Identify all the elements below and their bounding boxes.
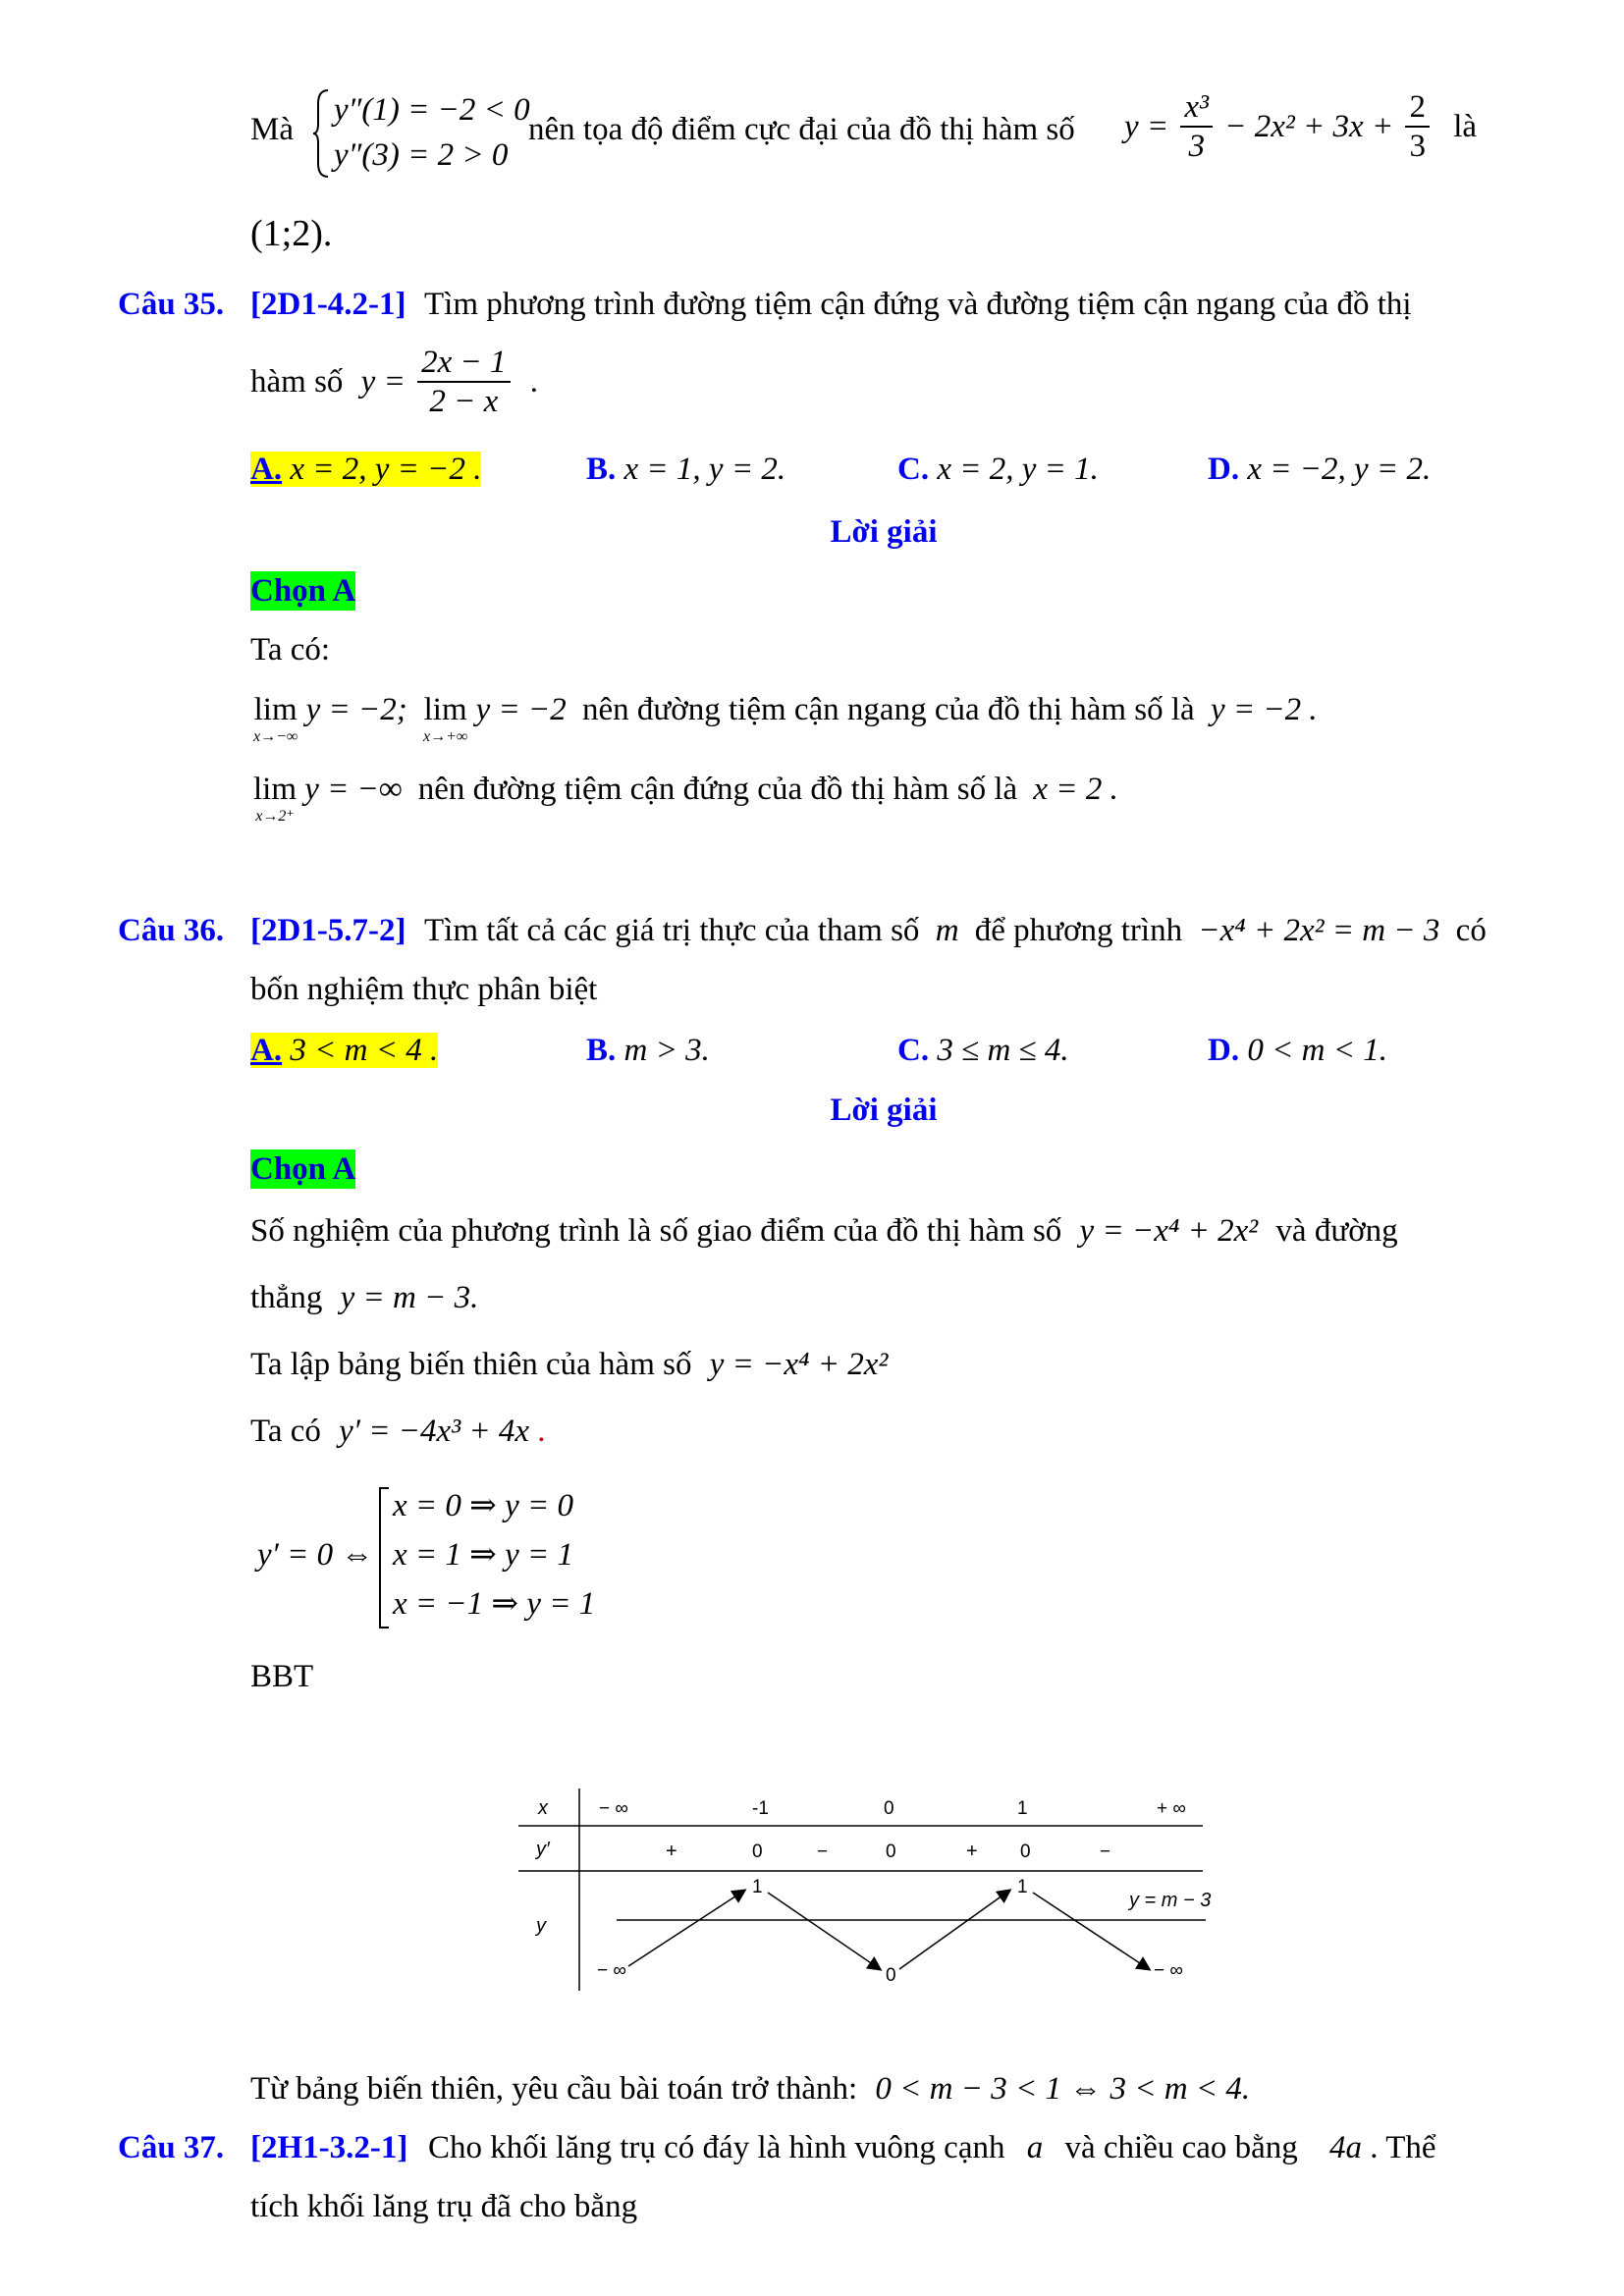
q35-choice-b-value: x = 1, y = 2. — [623, 452, 786, 487]
q35-lim-2-expr: y = −2 — [475, 692, 567, 727]
q36-sol-1b: y = −x⁴ + 2x² — [1079, 1213, 1259, 1249]
table-yp-val-7: − — [1100, 1842, 1111, 1862]
q36-sol-line-2 — [250, 1278, 478, 1317]
q34-sys-line-2: y″(3) = 2 > 0 — [334, 137, 509, 173]
q35-label: Câu 35. — [118, 287, 225, 322]
table-row-yp-label: y′ — [536, 1839, 550, 1860]
q37-text-1c: . Thể — [1370, 2130, 1436, 2165]
q37-code: [2H1-3.2-1] — [250, 2130, 408, 2165]
q34-func-mid: − 2x² + 3x + — [1224, 109, 1394, 144]
q36-sol-1c: và đường — [1275, 1213, 1398, 1249]
q34-frac1-num: x³ — [1180, 88, 1213, 128]
q36-choice-b-value: m > 3. — [623, 1033, 710, 1068]
q36-sys-lhs: y′ = 0 ⇔ — [257, 1537, 374, 1573]
q37-text-1a: Cho khối lăng trụ có đáy là hình vuông cạnh — [428, 2130, 1005, 2165]
q36-choice-a[interactable] — [250, 1031, 438, 1070]
table-yp-val-2: 0 — [752, 1842, 763, 1862]
q36-param: m — [935, 913, 959, 948]
table-yp-val-4: 0 — [886, 1842, 896, 1862]
table-y-val-1: − ∞ — [597, 1960, 626, 1981]
q36-text-1a: Tìm tất cả các giá trị thực của tham số — [424, 913, 920, 948]
q35-line-2 — [253, 770, 1118, 825]
q35-lim-1 — [253, 690, 298, 745]
table-yp-val-1: + — [666, 1841, 677, 1862]
q36-sol-1a: Số nghiệm của phương trình là số giao điểm của đồ thị hàm số — [250, 1213, 1062, 1249]
table-row-y-label: y — [536, 1915, 546, 1937]
q35-lim-3-sub: x→2⁺ — [255, 808, 295, 825]
q36-sys-line-3: x = −1 ⇒ y = 1 — [393, 1586, 596, 1622]
table-y-val-2: 1 — [752, 1877, 763, 1897]
variation-table — [501, 1785, 1227, 2001]
q37-var-a: a — [1026, 2130, 1044, 2165]
q34-frac2-num: 2 — [1405, 88, 1430, 128]
q36-choice-d-label: D. — [1208, 1033, 1240, 1068]
left-brace-icon — [312, 86, 330, 181]
table-yp-val-6: 0 — [1020, 1842, 1031, 1862]
table-y-val-3: 0 — [886, 1965, 896, 1986]
q36-choice-b[interactable] — [586, 1031, 710, 1070]
table-x-val-5: + ∞ — [1157, 1798, 1186, 1819]
q35-chosen-badge: Chọn A — [250, 573, 356, 609]
q35-tail: . — [529, 364, 539, 400]
table-y-val-4: 1 — [1017, 1877, 1028, 1897]
q35-choice-a-label: A. — [250, 452, 283, 487]
table-x-val-1: − ∞ — [599, 1798, 628, 1819]
q35-lim-2-sub: x→+∞ — [423, 728, 468, 745]
q36-choice-c-label: C. — [897, 1033, 930, 1068]
q34-sys-line-1: y″(1) = −2 < 0 — [334, 92, 530, 128]
q35-choice-d[interactable] — [1208, 450, 1431, 489]
q35-lim-1-expr: y = −2; — [305, 692, 407, 727]
q36-sol-3b: y = −x⁴ + 2x² — [709, 1347, 889, 1382]
q36-choice-a-highlight — [250, 1033, 438, 1068]
q35-func-lhs: y = — [360, 364, 406, 400]
q35-choice-a-value: x = 2, y = −2 . — [290, 452, 482, 487]
q35-choice-b-label: B. — [586, 452, 617, 487]
q35-lim-1-word: lim — [253, 692, 298, 727]
q35-choice-a[interactable] — [250, 450, 481, 489]
q35-choice-b[interactable] — [586, 450, 785, 489]
q35-code: [2D1-4.2-1] — [250, 287, 406, 322]
q34-frac2-den: 3 — [1409, 129, 1426, 164]
q36-sol-4a: Ta có — [250, 1414, 321, 1449]
q35-lim-3-word: lim — [253, 772, 298, 807]
q35-choice-c[interactable] — [897, 450, 1099, 489]
q36-label: Câu 36. — [118, 913, 225, 948]
q35-frac-den: 2 − x — [429, 384, 499, 419]
q34-suffix: là — [1453, 109, 1478, 144]
q35-lim-2-word: lim — [423, 692, 467, 727]
q35-choice-c-value: x = 2, y = 1. — [937, 452, 1099, 487]
q35-line-2-end: x = 2 . — [1033, 772, 1118, 807]
q35-choice-d-label: D. — [1208, 452, 1240, 487]
arrow-down-1 — [768, 1893, 880, 1969]
q35-line-1 — [253, 690, 1318, 745]
q35-choice-c-label: C. — [897, 452, 930, 487]
q36-text-1 — [424, 911, 1487, 950]
q35-line-2-text: nên đường tiệm cận đứng của đồ thị hàm số là — [417, 772, 1018, 807]
q35-lim-3 — [253, 770, 297, 825]
q36-sol-2b: y = m − 3. — [340, 1280, 479, 1315]
q37-text-1 — [428, 2128, 1436, 2167]
q35-line-1-text: nên đường tiệm cận ngang của đồ thị hàm số là — [582, 692, 1195, 727]
q36-sys-line-2: x = 1 ⇒ y = 1 — [393, 1537, 573, 1573]
q34-func-lhs: y = — [1124, 109, 1169, 144]
q34-mid-text: nên tọa độ điểm cực đại của đồ thị hàm số — [528, 112, 1075, 147]
arrow-up-2 — [899, 1891, 1009, 1969]
table-x-val-2: -1 — [752, 1798, 769, 1819]
q34-system — [312, 86, 528, 181]
q34-function — [1124, 88, 1477, 165]
table-yp-val-3: − — [817, 1842, 829, 1862]
q35-hamso: hàm số — [250, 364, 344, 400]
q36-text-1c: có — [1455, 913, 1487, 948]
q36-sys — [377, 1484, 613, 1631]
q36-sol-4b: y′ = −4x³ + 4x — [339, 1414, 530, 1449]
q36-sys-line-1: x = 0 ⇒ y = 0 — [393, 1488, 573, 1523]
q34-frac-2 — [1405, 88, 1430, 165]
q35-line-1-end: y = −2 . — [1210, 692, 1318, 727]
q36-solution-title: Lời giải — [830, 1093, 938, 1128]
q36-sol-line-1 — [250, 1211, 1398, 1251]
q37-text-1b: và chiều cao bằng — [1064, 2130, 1298, 2165]
q34-frac-1 — [1180, 88, 1213, 165]
q36-choice-b-label: B. — [586, 1033, 617, 1068]
q36-choice-a-label: A. — [250, 1033, 283, 1068]
q35-lim-3-expr: y = −∞ — [304, 772, 403, 807]
table-x-val-4: 1 — [1017, 1798, 1028, 1819]
q36-choice-d-value: 0 < m < 1. — [1247, 1033, 1387, 1068]
q36-sol-line-3 — [250, 1345, 888, 1384]
q36-sol-2a: thẳng — [250, 1280, 323, 1315]
q34-prefix: Mà — [250, 112, 294, 147]
q35-fraction — [417, 344, 510, 420]
q35-lim-2 — [423, 690, 467, 745]
q36-conclusion — [250, 2069, 1250, 2109]
q36-chosen-badge: Chọn A — [250, 1151, 356, 1187]
arrow-up-1 — [628, 1891, 744, 1966]
line-y-m-minus-3-label: y = m − 3 — [1129, 1890, 1212, 1911]
q35-lim-1-sub: x→−∞ — [253, 728, 298, 745]
table-x-val-3: 0 — [884, 1798, 894, 1819]
table-yp-val-5: + — [966, 1841, 978, 1862]
q37-label: Câu 37. — [118, 2130, 225, 2165]
q34-frac1-den: 3 — [1188, 129, 1205, 164]
q35-frac-num: 2x − 1 — [417, 344, 510, 383]
q36-choice-a-value: 3 < m < 4 . — [290, 1033, 439, 1068]
left-bracket-icon — [377, 1484, 391, 1631]
q36-sol-3a: Ta lập bảng biến thiên của hàm số — [250, 1347, 692, 1382]
q37-text-2: tích khối lăng trụ đã cho bằng — [250, 2189, 638, 2224]
q36-text-2: bốn nghiệm thực phân biệt — [250, 972, 598, 1007]
q35-ta-co: Ta có: — [250, 632, 331, 667]
q34-point: (1;2). — [250, 213, 333, 254]
q36-choice-c-value: 3 ≤ m ≤ 4. — [937, 1033, 1069, 1068]
q35-text-1: Tìm phương trình đường tiệm cận đứng và đường tiệm cận ngang của đồ thị — [424, 287, 1412, 322]
q36-choice-c[interactable] — [897, 1031, 1069, 1070]
q36-conclusion-a: Từ bảng biến thiên, yêu cầu bài toán trở thành: — [250, 2071, 858, 2107]
q36-equation: −x⁴ + 2x² = m − 3 — [1198, 913, 1440, 948]
q35-choice-a-highlight — [250, 452, 481, 487]
table-row-x-label: x — [538, 1797, 548, 1819]
q36-choice-d[interactable] — [1208, 1031, 1387, 1070]
q36-text-1b: để phương trình — [974, 913, 1183, 948]
q35-choice-d-value: x = −2, y = 2. — [1247, 452, 1432, 487]
q36-code: [2D1-5.7-2] — [250, 913, 406, 948]
q36-conclusion-b: 0 < m − 3 < 1 ⇔ 3 < m < 4. — [875, 2071, 1251, 2107]
q36-bbt-label: BBT — [250, 1659, 314, 1694]
q36-sol-4c: . — [537, 1414, 546, 1449]
table-y-val-5: − ∞ — [1154, 1960, 1183, 1981]
q36-sol-line-4 — [250, 1412, 546, 1451]
q35-solution-title: Lời giải — [830, 514, 938, 550]
q37-var-4a: 4a — [1329, 2130, 1363, 2165]
q35-text-2 — [250, 344, 538, 420]
